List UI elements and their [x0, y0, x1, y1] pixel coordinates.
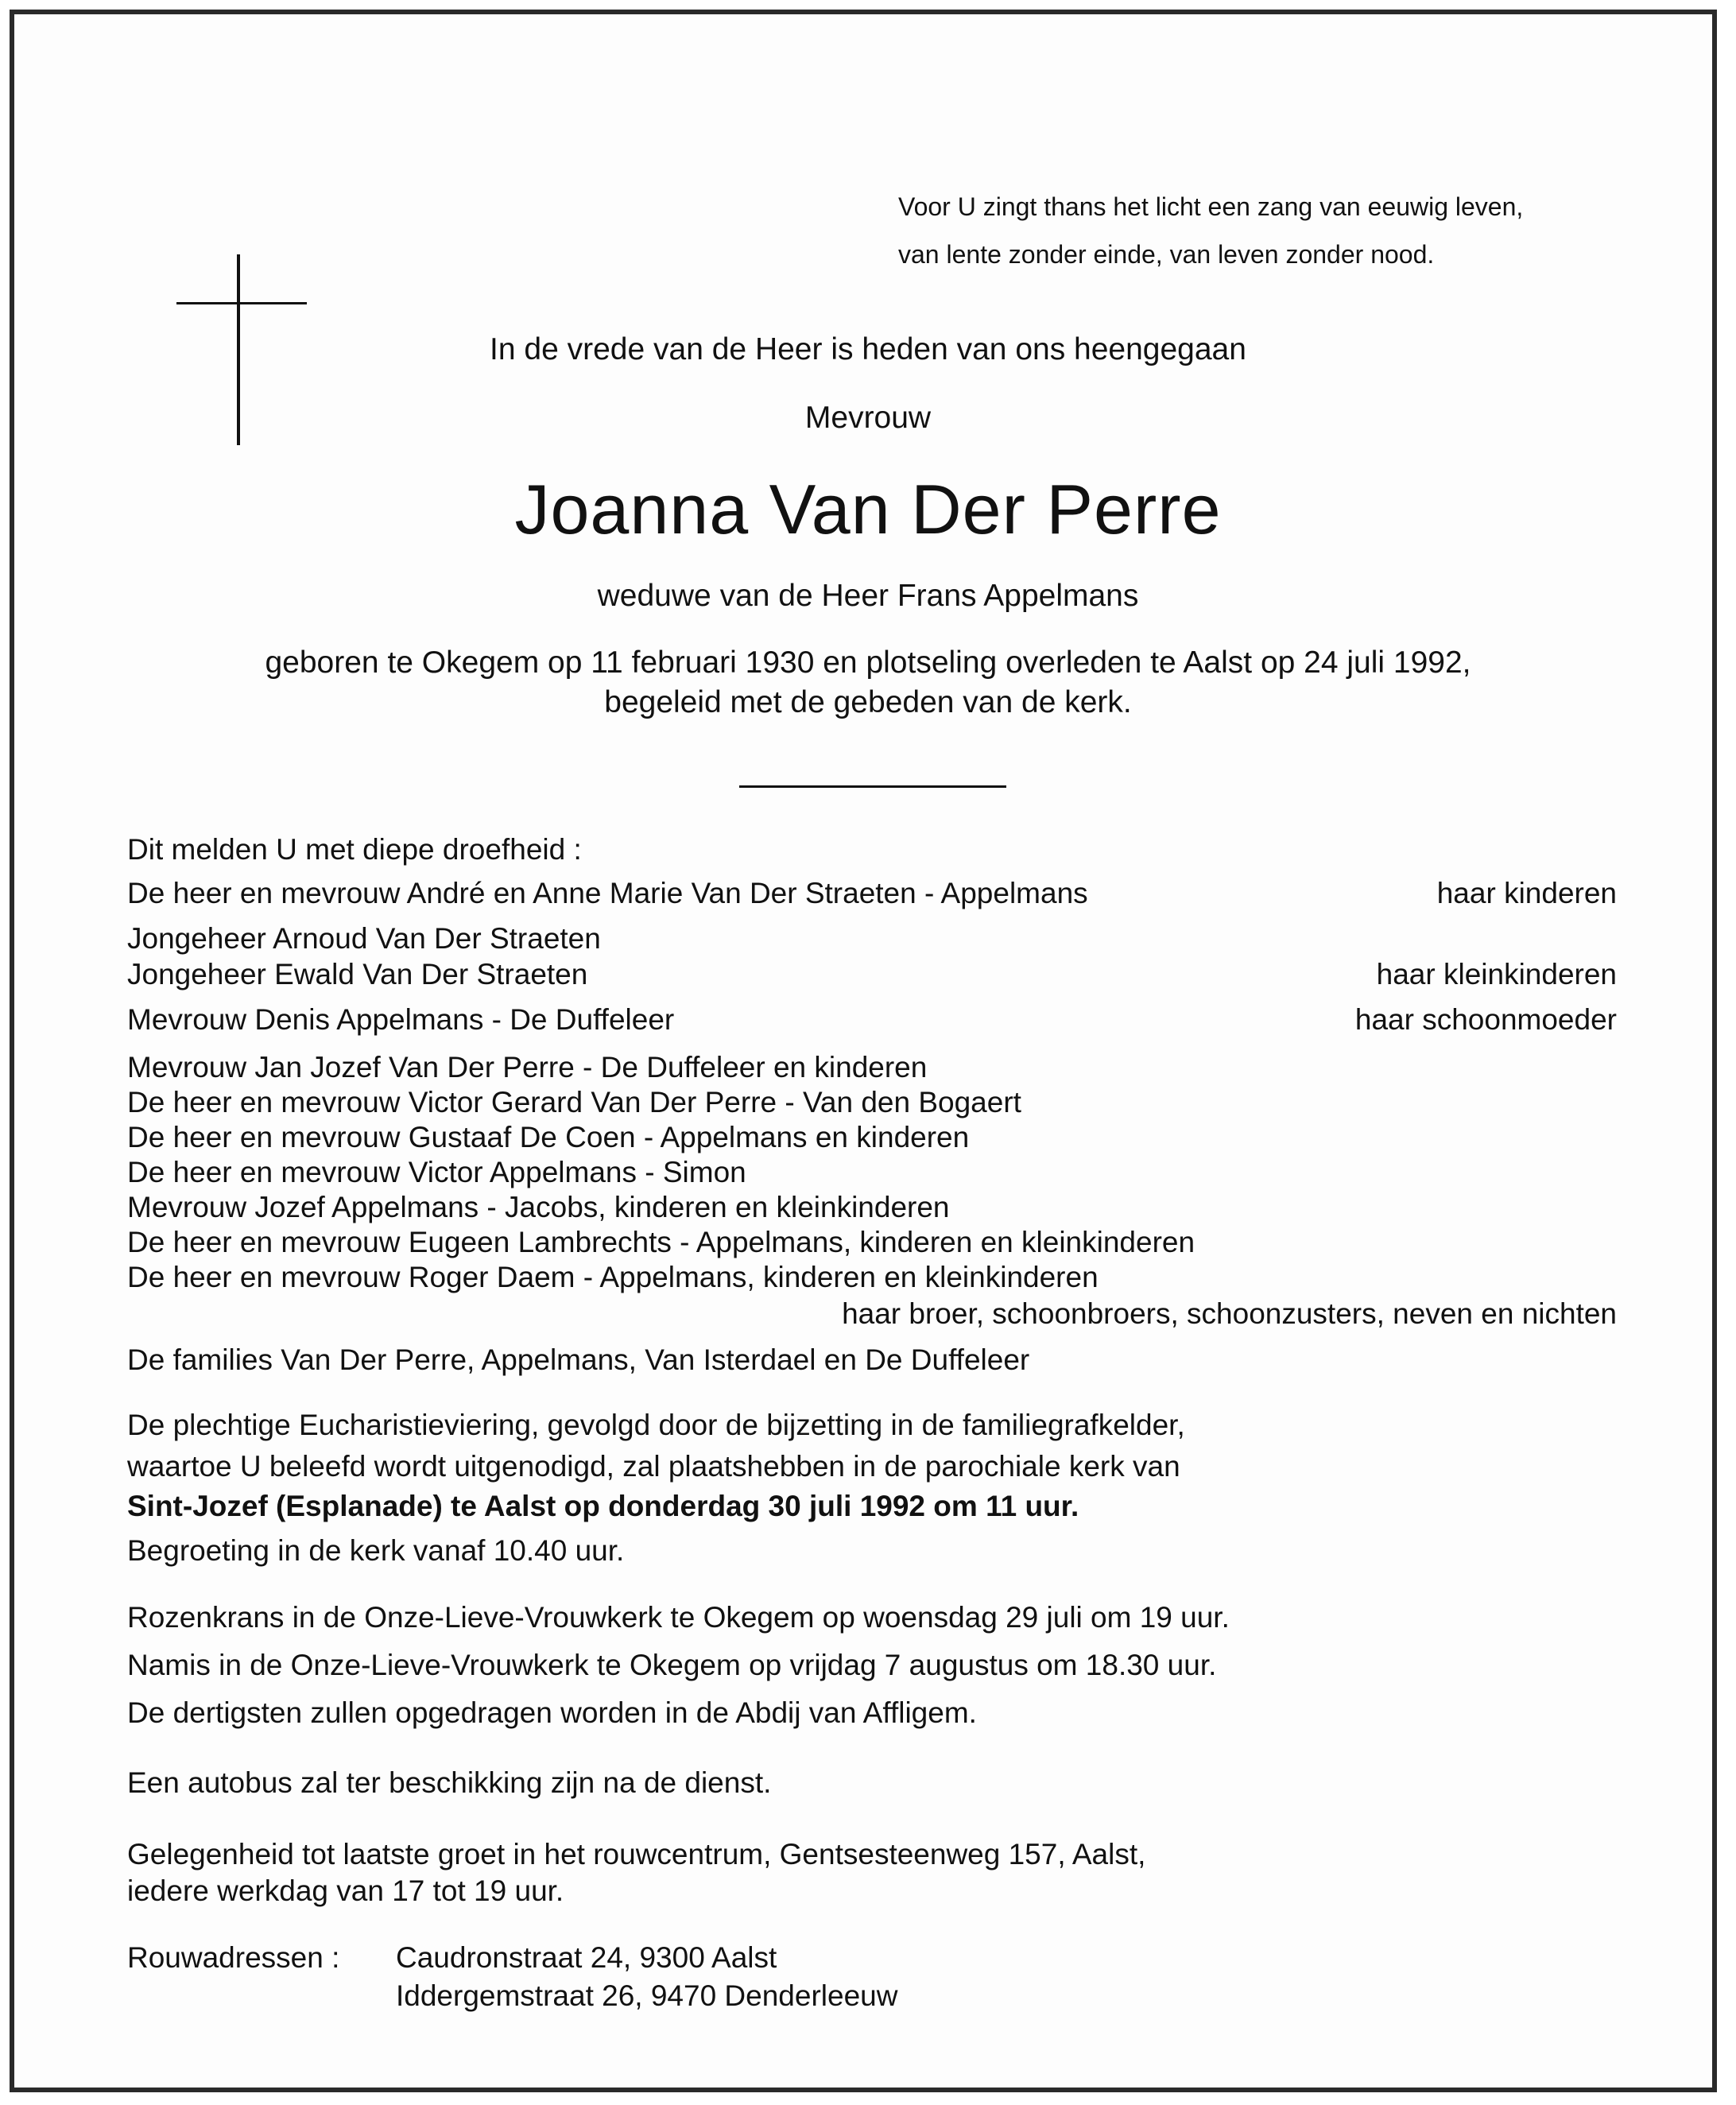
blessed-line: begeleid met de gebeden van de kerk. [604, 685, 1132, 719]
rosary-line: Rozenkrans in de Onze-Lieve-Vrouwkerk te Okegem op woensdag 29 juli om 19 uur. [127, 1601, 1230, 1634]
relation-mother-in-law: haar schoonmoeder [1354, 1003, 1617, 1036]
service-line-1: De plechtige Eucharistieviering, gevolgd door de bijzetting in de familiegrafkelder, [127, 1409, 1185, 1441]
family-line-4: Mevrouw Denis Appelmans - De Duffeleer [127, 1003, 675, 1036]
deceased-name: Joanna Van Der Perre [514, 470, 1222, 549]
family-line-6: De heer en mevrouw Victor Gerard Van Der Perre - Van den Bogaert [127, 1086, 1021, 1118]
addresses-label: Rouwadressen : [127, 1941, 340, 1974]
cross-icon-bar [176, 302, 307, 304]
address-2: Iddergemstraat 26, 9470 Denderleeuw [396, 1979, 898, 2012]
service-line-2: waartoe U beleefd wordt uitgenodigd, zal plaatshebben in de parochiale kerk van [127, 1450, 1180, 1483]
family-line-5: Mevrouw Jan Jozef Van Der Perre - De Duffeleer en kinderen [127, 1051, 928, 1084]
intro-line: In de vrede van de Heer is heden van ons heengegaan [490, 332, 1246, 366]
family-line-10: De heer en mevrouw Eugeen Lambrechts - Appelmans, kinderen en kleinkinderen [127, 1226, 1195, 1258]
family-line-11: De heer en mevrouw Roger Daem - Appelmans, kinderen en kleinkinderen [127, 1261, 1099, 1293]
address-1: Caudronstraat 24, 9300 Aalst [396, 1941, 777, 1974]
families-line: De families Van Der Perre, Appelmans, Van Isterdael en De Duffeleer [127, 1343, 1030, 1376]
family-line-7: De heer en mevrouw Gustaaf De Coen - Appelmans en kinderen [127, 1121, 970, 1153]
service-bold-line: Sint-Jozef (Esplanade) te Aalst op donderdag 30 juli 1992 om 11 uur. [127, 1490, 1079, 1522]
poem-line-2: van lente zonder einde, van leven zonder nood. [898, 240, 1435, 269]
family-line-9: Mevrouw Jozef Appelmans - Jacobs, kinderen en kleinkinderen [127, 1191, 950, 1223]
family-line-2: Jongeheer Arnoud Van Der Straeten [127, 922, 601, 955]
divider [739, 785, 1006, 788]
relation-grandchildren: haar kleinkinderen [1376, 958, 1617, 990]
relation-children: haar kinderen [1436, 877, 1617, 909]
poem-line-1: Voor U zingt thans het licht een zang van eeuwig leven, [898, 192, 1524, 221]
family-line-8: De heer en mevrouw Victor Appelmans - Simon [127, 1156, 746, 1188]
bus-line: Een autobus zal ter beschikking zijn na de dienst. [127, 1766, 772, 1799]
greeting-line: Begroeting in de kerk vanaf 10.40 uur. [127, 1534, 625, 1567]
relation-siblings: haar broer, schoonbroers, schoonzusters, neven en nichten [842, 1297, 1617, 1330]
family-line-1: De heer en mevrouw André en Anne Marie Van Der Straeten - Appelmans [127, 877, 1088, 909]
namis-line: Namis in de Onze-Lieve-Vrouwkerk te Okegem op vrijdag 7 augustus om 18.30 uur. [127, 1649, 1217, 1681]
family-line-3: Jongeheer Ewald Van Der Straeten [127, 958, 588, 990]
farewell-line-2: iedere werkdag van 17 tot 19 uur. [127, 1874, 564, 1907]
widow-line: weduwe van de Heer Frans Appelmans [597, 579, 1139, 613]
thirtieth-line: De dertigsten zullen opgedragen worden in de Abdij van Affligem. [127, 1696, 977, 1729]
farewell-line-1: Gelegenheid tot laatste groet in het rouwcentrum, Gentsesteenweg 157, Aalst, [127, 1838, 1146, 1870]
title-line: Mevrouw [804, 401, 932, 435]
born-line: geboren te Okegem op 11 februari 1930 en plotseling overleden te Aalst op 24 juli 1992, [265, 645, 1471, 680]
announce-line: Dit melden U met diepe droefheid : [127, 833, 582, 866]
